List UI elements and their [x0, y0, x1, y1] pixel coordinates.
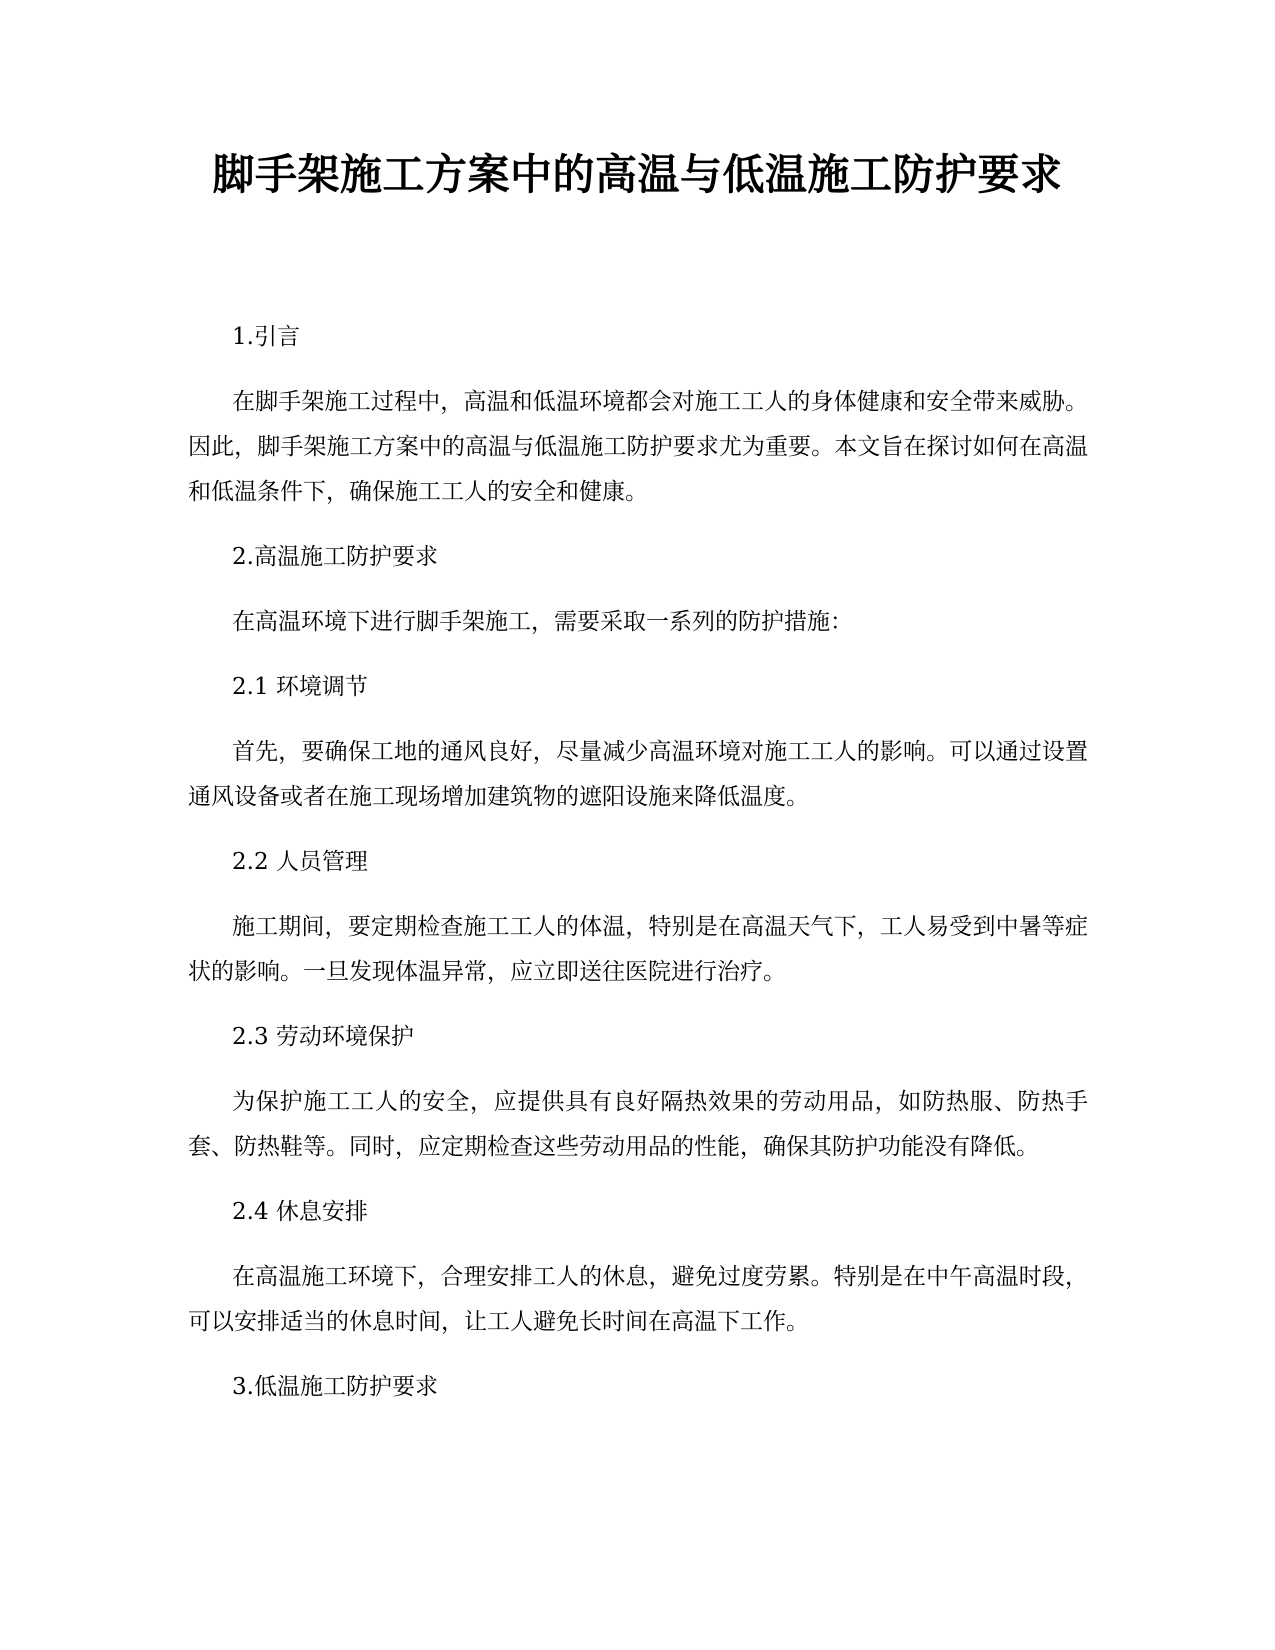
subsection-heading-environment: 2.1 环境调节 [232, 674, 368, 700]
paragraph-environment: 首先，要确保工地的通风良好，尽量减少高温环境对施工工人的影响。可以通过设置通风设备或者在施工现场增加建筑物的遮阳设施来降低温度。 [188, 739, 1088, 810]
paragraph-rest: 在高温施工环境下，合理安排工人的休息，避免过度劳累。特别是在中午高温时段，可以安排适当的休息时间，让工人避免长时间在高温下工作。 [188, 1264, 1088, 1335]
paragraph-labor-protection: 为保护施工工人的安全，应提供具有良好隔热效果的劳动用品，如防热服、防热手套、防热鞋等。同时，应定期检查这些劳动用品的性能，确保其防护功能没有降低。 [188, 1089, 1088, 1160]
section-heading-low-temperature: 3.低温施工防护要求 [232, 1374, 438, 1400]
subsection-heading-rest: 2.4 休息安排 [232, 1199, 368, 1225]
document-body [188, 315, 1088, 1430]
paragraph-personnel: 施工期间，要定期检查施工工人的体温，特别是在高温天气下，工人易受到中暑等症状的影响。一旦发现体温异常，应立即送往医院进行治疗。 [188, 914, 1088, 985]
section-heading-introduction: 1.引言 [232, 324, 300, 350]
section-heading-high-temperature: 2.高温施工防护要求 [232, 544, 438, 570]
paragraph-introduction: 在脚手架施工过程中，高温和低温环境都会对施工工人的身体健康和安全带来威胁。因此，脚手架施工方案中的高温与低温施工防护要求尤为重要。本文旨在探讨如何在高温和低温条件下，确保施工工人的安全和健康。 [188, 389, 1088, 505]
document-title: 脚手架施工方案中的高温与低温施工防护要求 [212, 150, 1063, 199]
subsection-heading-labor-protection: 2.3 劳动环境保护 [232, 1024, 414, 1050]
subsection-heading-personnel: 2.2 人员管理 [232, 849, 368, 875]
paragraph-high-temperature-intro: 在高温环境下进行脚手架施工，需要采取一系列的防护措施： [232, 609, 853, 635]
